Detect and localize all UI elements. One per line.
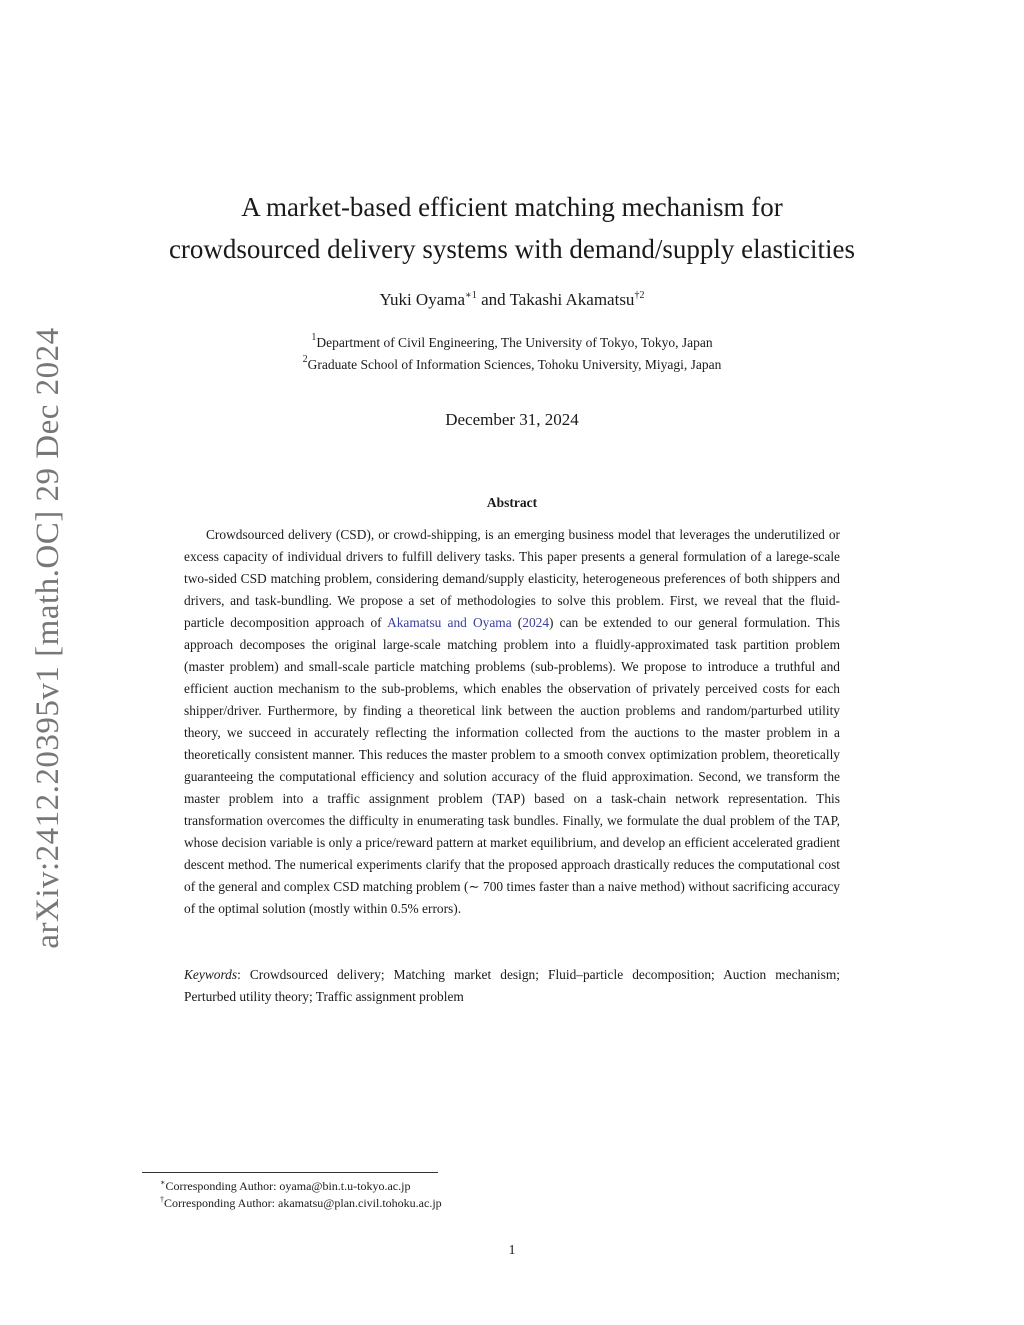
- page-number: 1: [508, 1243, 516, 1258]
- publication-date: December 31, 2024: [445, 410, 579, 429]
- footnote-1: [160, 1178, 410, 1194]
- footnote-divider: [142, 1172, 438, 1173]
- affiliation-mark: 1: [311, 332, 317, 343]
- abstract-text: [184, 524, 840, 920]
- footnote-text: Corresponding Author: oyama@bin.t.u-tokyo.ac.jp: [165, 1179, 411, 1193]
- citation-paren-open: (: [511, 615, 523, 630]
- author-name: Yuki Oyama: [379, 290, 466, 309]
- keywords: [184, 964, 840, 1008]
- author-name: Takashi Akamatsu: [509, 290, 635, 309]
- author-mark: ∗1: [465, 290, 477, 301]
- affiliation-1: [100, 332, 924, 351]
- abstract-text-part-2: can be extended to our general formulation. This approach decomposes the original large-scale matching problem into a fluidly-approximated task partition problem (master problem) and small-scale particle matching problems (sub-problems). We propose to introduce a truthful and efficient auction mechanism to the sub-problems, which enables the observation of privately perceived costs for each shipper/driver. Furthermore, by finding a theoretical link between the auction problems and random/parturbed utility theory, we succeed in accurately reflecting the information collected from the auctions to the master problem in a theoretically consistent manner. This reduces the master problem to a smooth convex optimization problem, theoretically guaranteeing the computational efficiency and solution accuracy of the fluid approximation. Second, we transform the master problem into a traffic assignment problem (TAP) based on a task-chain network representation. This transformation overcomes the difficulty in enumerating task bundles. Finally, we formulate the dual problem of the TAP, whose decision variable is only a price/reward pattern at market equilibrium, and develop an efficient accelerated gradient descent method. The numerical experiments clarify that the proposed approach drastically reduces the computational cost of the general and complex CSD matching problem (∼ 700 times faster than a naive method) without sacrificing accuracy of the optimal solution (mostly within 0.5% errors).: [184, 615, 841, 916]
- affiliation-2: [100, 354, 924, 373]
- title-line-2: crowdsourced delivery systems with demand/supply elasticities: [168, 234, 856, 264]
- paper-title: [100, 186, 924, 270]
- keywords-label: Keywords: [184, 967, 238, 982]
- title-line-1: A market-based efficient matching mechanism for: [241, 192, 783, 222]
- affiliation-text: Graduate School of Information Sciences, Tohoku University, Miyagi, Japan: [307, 357, 722, 372]
- footnote-2: [160, 1195, 442, 1211]
- affiliation-text: Department of Civil Engineering, The University of Tokyo, Tokyo, Japan: [316, 335, 713, 350]
- citation-paren-close: ): [549, 615, 554, 630]
- footnote-mark: †: [160, 1195, 164, 1204]
- footnote-mark: ∗: [160, 1178, 166, 1187]
- keywords-separator: :: [237, 967, 250, 982]
- abstract-text-part-1: Crowdsourced delivery (CSD), or crowd-shipping, is an emerging business model that leverages the underutilized or excess capacity of individual drivers to fulfill delivery tasks. This paper presents a general formulation of a larege-scale two-sided CSD matching problem, considering demand/supply elasticity, heterogeneous preferences of both shippers and drivers, and task-bundling. We propose a set of methodologies to solve this problem. First, we reveal that the fluid-particle decomposition approach of: [184, 527, 840, 630]
- author-mark: †2: [634, 290, 645, 301]
- author-list: [100, 290, 924, 310]
- author-connector: and: [476, 290, 510, 309]
- abstract-heading: Abstract: [486, 495, 538, 510]
- affiliation-mark: 2: [302, 354, 308, 365]
- citation-link-authors[interactable]: Akamatsu and Oyama: [387, 615, 512, 630]
- footnote-text: Corresponding Author: akamatsu@plan.civil.tohoku.ac.jp: [164, 1196, 442, 1210]
- keywords-text: Crowdsourced delivery; Matching market design; Fluid–particle decomposition; Auction mechanism; Perturbed utility theory; Traffic assignment problem: [184, 967, 840, 1004]
- arxiv-identifier-stamp: arXiv:2412.20395v1 [math.OC] 29 Dec 2024: [30, 327, 66, 949]
- citation-link-year[interactable]: 2024: [522, 615, 550, 630]
